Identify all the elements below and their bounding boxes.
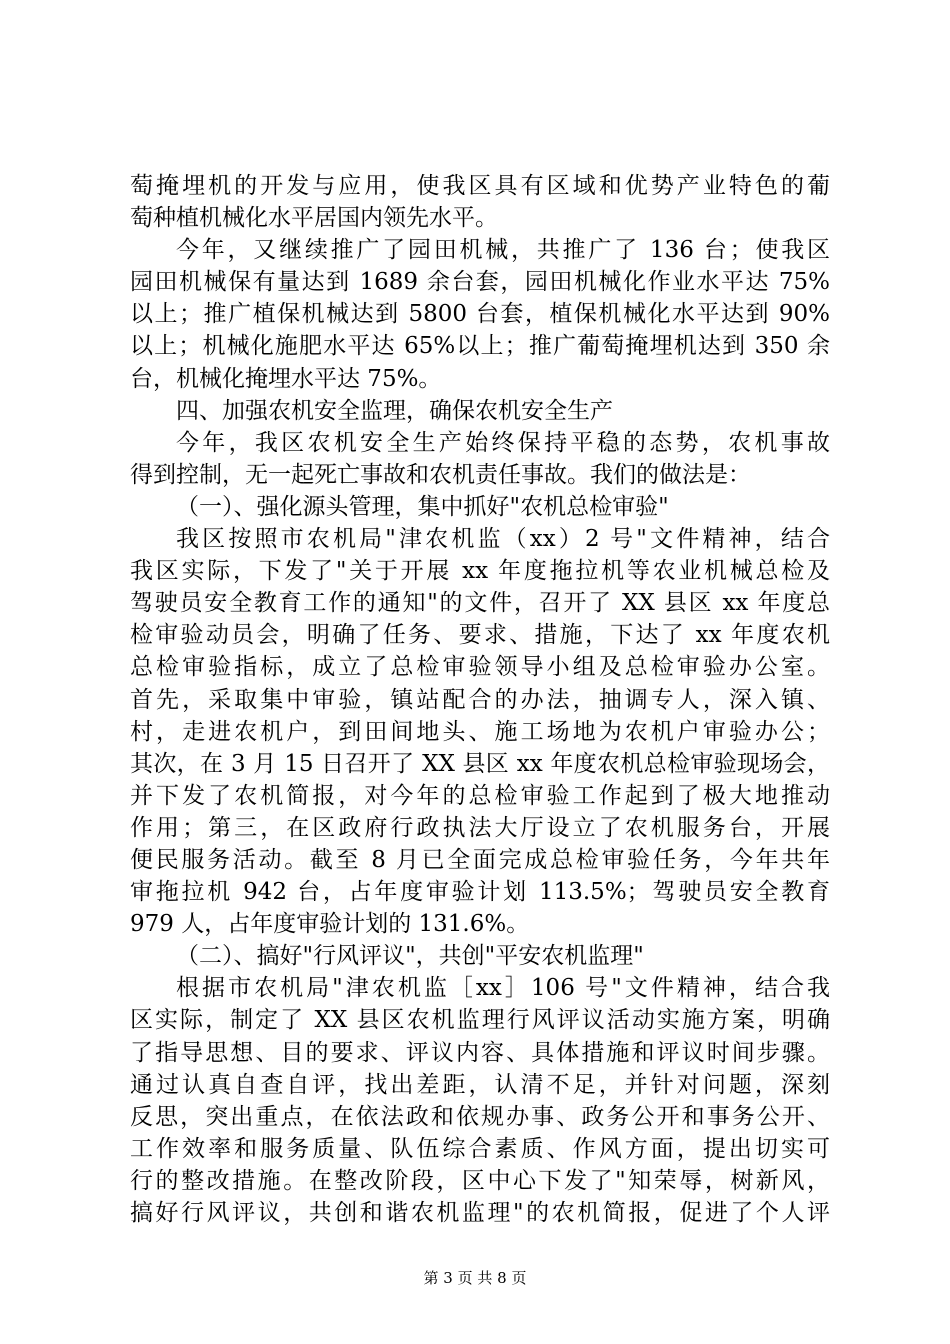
paragraph-start-line: 我区按照市农机局"津农机监（xx）2 号"文件精神，结合 <box>176 526 830 553</box>
text-line: 区实际，制定了 XX 县区农机监理行风评议活动实施方案，明确 <box>130 1007 830 1034</box>
text-line: 反思，突出重点，在依法政和依规办事、政务公开和事务公开、 <box>130 1103 830 1130</box>
subsection-heading: （二）、搞好"行风评议"，共创"平安农机监理" <box>176 943 644 970</box>
text-line: 979 人，占年度审验计划的 131.6%。 <box>130 911 530 938</box>
text-line: 以上；机械化施肥水平达 65%以上；推广葡萄掩埋机达到 350 余 <box>130 333 830 360</box>
text-line: 萄掩埋机的开发与应用，使我区具有区域和优势产业特色的葡 <box>130 173 830 199</box>
text-line: 并下发了农机简报，对今年的总检审验工作起到了极大地推动 <box>130 782 830 809</box>
text-line: 我区实际，下发了"关于开展 xx 年度拖拉机等农业机械总检及 <box>130 558 830 585</box>
text-line: 通过认真自查自评，找出差距，认清不足，并针对问题，深刻 <box>130 1071 830 1098</box>
text-line: 行的整改措施。在整改阶段，区中心下发了"知荣辱，树新风， <box>130 1167 830 1194</box>
text-line: 驾驶员安全教育工作的通知"的文件，召开了 XX 县区 xx 年度总 <box>130 590 830 617</box>
text-line: 以上；推广植保机械达到 5800 台套，植保机械化水平达到 90% <box>130 301 830 328</box>
section-heading: 四、加强农机安全监理，确保农机安全生产 <box>176 397 613 424</box>
text-line: 检审验动员会，明确了任务、要求、措施，下达了 xx 年度农机 <box>130 622 830 649</box>
text-line: 工作效率和服务质量、队伍综合素质、作风方面，提出切实可 <box>130 1135 830 1162</box>
paragraph-start-line: 根据市农机局"津农机监［xx］106 号"文件精神，结合我 <box>176 975 830 1002</box>
body-text <box>130 170 830 1229</box>
paragraph-start-line: 今年，我区农机安全生产始终保持平稳的态势，农机事故 <box>176 429 830 456</box>
text-line: 了指导思想、目的要求、评议内容、具体措施和评议时间步骤。 <box>130 1039 830 1066</box>
page-number-footer: 第 3 页 共 8 页 <box>423 1269 527 1287</box>
text-line: 总检审验指标，成立了总检审验领导小组及总检审验办公室。 <box>130 654 830 681</box>
text-line: 其次，在 3 月 15 日召开了 XX 县区 xx 年度农机总检审验现场会， <box>130 750 830 777</box>
text-line: 萄种植机械化水平居国内领先水平。 <box>130 205 498 232</box>
text-line: 审拖拉机 942 台，占年度审验计划 113.5%；驾驶员安全教育 <box>130 879 830 906</box>
text-line: 台，机械化掩埋水平达 75%。 <box>130 365 442 392</box>
text-line: 搞好行风评议，共创和谐农机监理"的农机简报，促进了个人评 <box>130 1200 830 1226</box>
text-line: 园田机械保有量达到 1689 余台套，园田机械化作业水平达 75% <box>130 269 830 296</box>
text-line: 便民服务活动。截至 8 月已全面完成总检审验任务，今年共年 <box>130 846 830 873</box>
text-line: 得到控制，无一起死亡事故和农机责任事故。我们的做法是： <box>130 461 751 488</box>
subsection-heading: （一）、强化源头管理，集中抓好"农机总检审验" <box>176 493 669 520</box>
text-line: 首先，采取集中审验，镇站配合的办法，抽调专人，深入镇、 <box>130 686 830 713</box>
text-line: 村，走进农机户，到田间地头、施工场地为农机户审验办公； <box>130 718 830 745</box>
text-line: 作用；第三，在区政府行政执法大厅设立了农机服务台，开展 <box>130 814 830 841</box>
paragraph-start-line: 今年，又继续推广了园田机械，共推广了 136 台；使我区 <box>176 237 830 264</box>
